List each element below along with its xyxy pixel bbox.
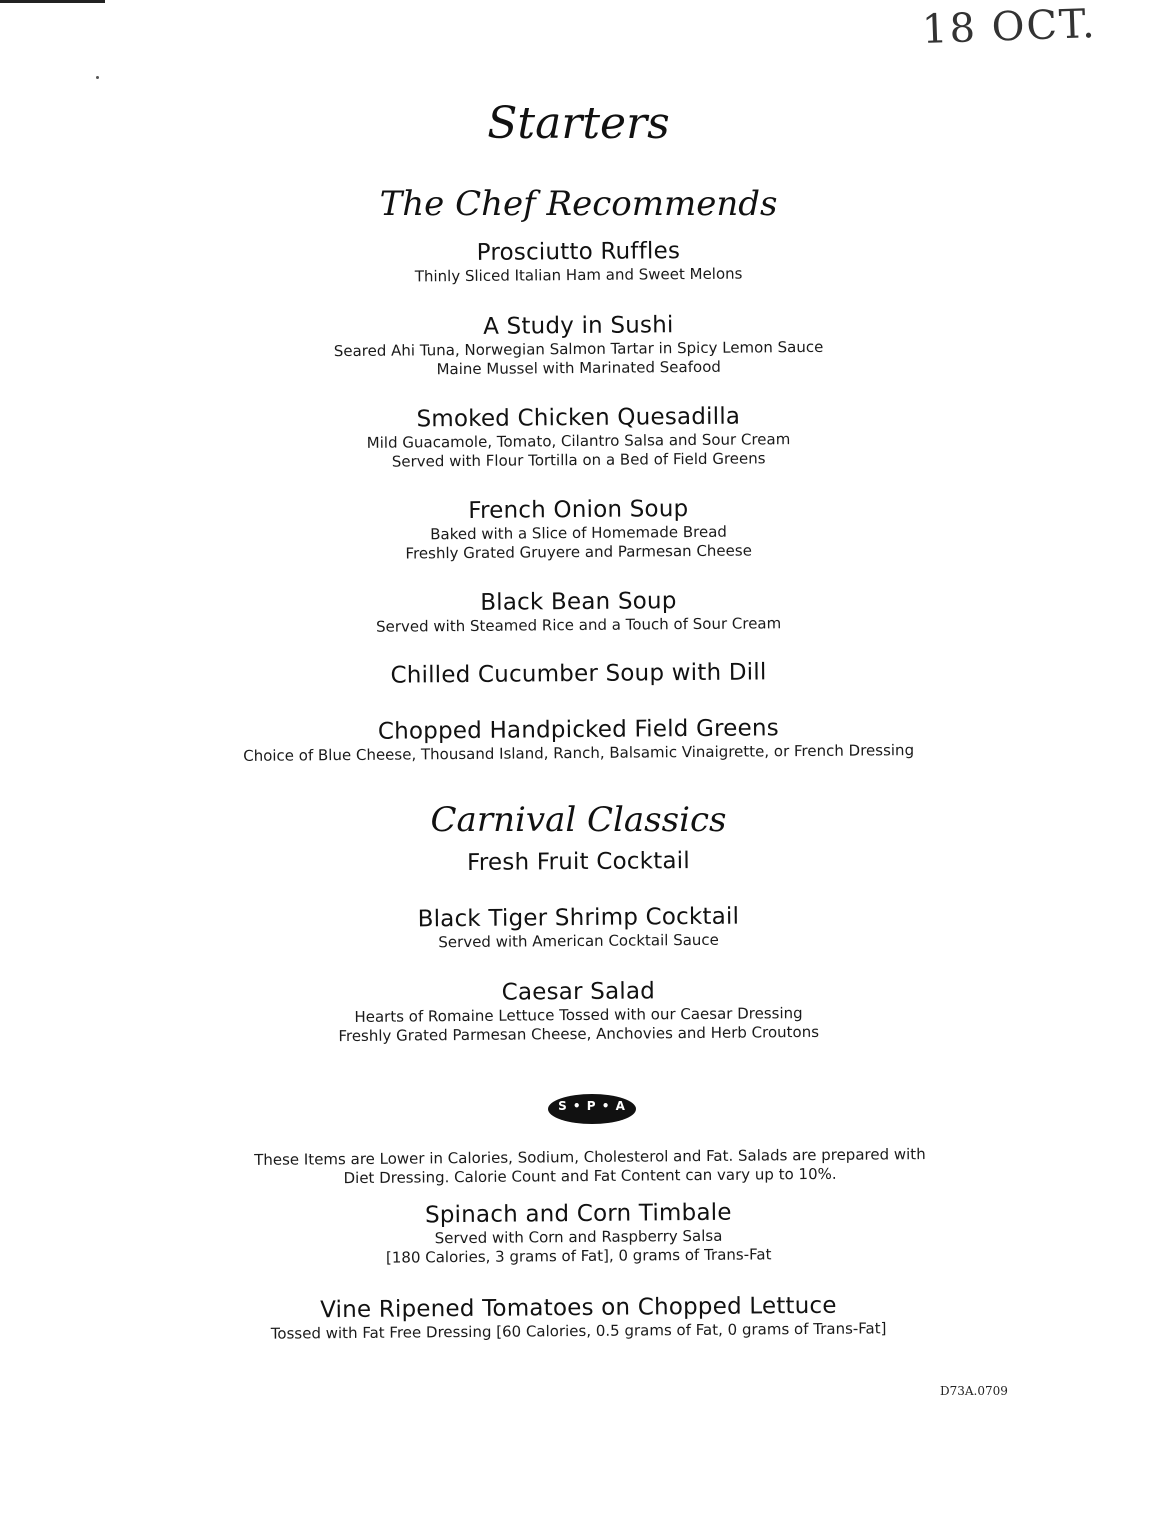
dish-chopped-field-greens xyxy=(0,711,1157,768)
dish-description: Mild Guacamole, Tomato, Cilantro Salsa and Sour Cream xyxy=(366,430,791,452)
dish-name: Black Tiger Shrimp Cocktail xyxy=(417,903,740,933)
dish-description: Baked with a Slice of Homemade Bread xyxy=(430,522,727,544)
spa-nutrition-note xyxy=(0,1143,1157,1191)
dish-name: Vine Ripened Tomatoes on Chopped Lettuce xyxy=(320,1292,837,1324)
dish-name: Chopped Handpicked Field Greens xyxy=(377,715,780,745)
dish-description: Seared Ahi Tuna, Norwegian Salmon Tartar in Spicy Lemon Sauce xyxy=(333,337,824,361)
spa-logo-text: S • P • A xyxy=(558,1099,626,1113)
spa-logo xyxy=(548,1094,636,1124)
dish-description: [180 Calories, 3 grams of Fat], 0 grams of Trans-Fat xyxy=(385,1245,772,1267)
handwritten-date-note: 18 OCT. xyxy=(921,0,1098,54)
dish-description: Tossed with Fat Free Dressing [60 Calories, 0.5 grams of Fat, 0 grams of Trans-Fat] xyxy=(270,1319,887,1343)
dish-description: Freshly Grated Parmesan Cheese, Anchovies and Herb Croutons xyxy=(338,1022,820,1046)
scan-edge-mark xyxy=(0,0,105,3)
page-title: Starters xyxy=(487,98,670,149)
dish-description: Freshly Grated Gruyere and Parmesan Cheese xyxy=(405,541,752,563)
dish-french-onion-soup xyxy=(0,491,1157,567)
dish-spinach-corn-timbale xyxy=(0,1195,1157,1271)
dish-caesar-salad xyxy=(0,973,1157,1049)
spa-note-line: Diet Dressing. Calorie Count and Fat Content can vary up to 10%. xyxy=(343,1164,837,1188)
dish-description: Served with Flour Tortilla on a Bed of Field Greens xyxy=(391,449,766,471)
dish-description: Served with Corn and Raspberry Salsa xyxy=(434,1226,723,1248)
scan-dust-dot xyxy=(96,76,99,79)
dish-name: Chilled Cucumber Soup with Dill xyxy=(390,659,767,689)
dish-study-in-sushi xyxy=(0,307,1157,383)
dish-description: Thinly Sliced Italian Ham and Sweet Melons xyxy=(414,264,743,286)
document-code: D73A.0709 xyxy=(940,1384,1008,1398)
dish-name: Caesar Salad xyxy=(501,978,656,1006)
section-heading-carnival-classics: Carnival Classics xyxy=(430,800,727,840)
dish-name: Spinach and Corn Timbale xyxy=(424,1199,732,1229)
dish-smoked-chicken-quesadilla xyxy=(0,399,1157,475)
dish-description: Served with American Cocktail Sauce xyxy=(438,930,719,952)
spa-note-line: These Items are Lower in Calories, Sodium, Cholesterol and Fat. Salads are prepared with xyxy=(254,1145,926,1169)
dish-name: French Onion Soup xyxy=(468,496,689,524)
section-heading-chef-recommends: The Chef Recommends xyxy=(379,184,778,224)
dish-name: Prosciutto Ruffles xyxy=(476,238,681,266)
dish-name: A Study in Sushi xyxy=(483,312,674,340)
dish-description: Served with Steamed Rice and a Touch of Sour Cream xyxy=(375,614,782,636)
dish-description: Maine Mussel with Marinated Seafood xyxy=(436,357,721,379)
dish-name: Fresh Fruit Cocktail xyxy=(466,848,691,876)
dish-description: Choice of Blue Cheese, Thousand Island, Ranch, Balsamic Vinaigrette, or French Dressing xyxy=(243,741,915,765)
dish-black-bean-soup xyxy=(0,583,1157,640)
dish-black-tiger-shrimp-cocktail xyxy=(0,899,1157,956)
dish-name: Black Bean Soup xyxy=(480,588,677,616)
dish-vine-ripened-tomatoes xyxy=(0,1289,1157,1346)
dish-prosciutto-ruffles xyxy=(0,233,1157,290)
dish-fresh-fruit-cocktail xyxy=(0,843,1157,881)
dish-name: Smoked Chicken Quesadilla xyxy=(416,403,741,433)
dish-chilled-cucumber-soup xyxy=(0,655,1157,693)
dish-description: Hearts of Romaine Lettuce Tossed with our Caesar Dressing xyxy=(354,1004,803,1026)
